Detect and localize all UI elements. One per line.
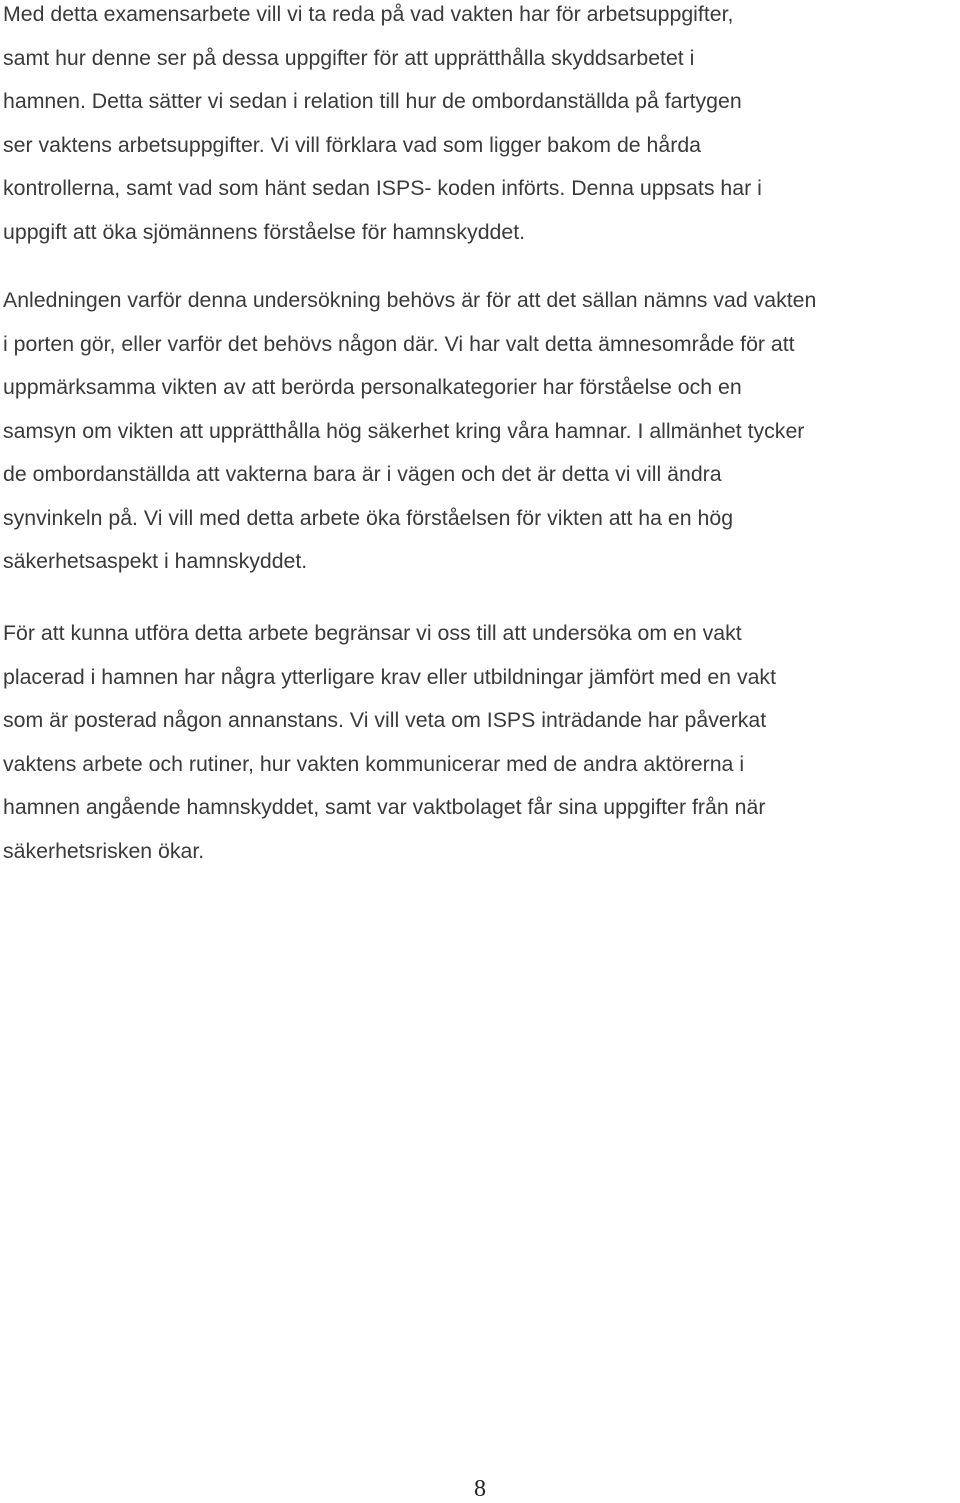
- paragraph-line: samsyn om vikten att upprätthålla hög säkerhet kring våra hamnar. I allmänhet tycker: [3, 418, 805, 443]
- paragraph-line: de ombordanställda att vakterna bara är i vägen och det är detta vi vill ändra: [3, 462, 722, 486]
- paragraph-line: som är posterad någon annanstans. Vi vill veta om ISPS inträdande har påverkat: [3, 708, 767, 732]
- paragraph-1: [3, 2, 960, 263]
- paragraph-line: hamnen. Detta sätter vi sedan i relation till hur de ombordanställda på fartygen: [3, 89, 742, 113]
- paragraph-line: Anledningen varför denna undersökning behövs är för att det sällan nämns vad vakten: [3, 288, 817, 312]
- paragraph-line: säkerhetsaspekt i hamnskyddet.: [3, 549, 308, 573]
- paragraph-line: hamnen angående hamnskyddet, samt var vaktbolaget får sina uppgifter från när: [3, 795, 766, 819]
- paragraph-line: i porten gör, eller varför det behövs någon där. Vi har valt detta ämnesområde för att: [3, 331, 795, 356]
- paragraph-line: kontrollerna, samt vad som hänt sedan ISPS- koden införts. Denna uppsats har i: [3, 176, 762, 200]
- paragraph-line: ser vaktens arbetsuppgifter. Vi vill förklara vad som ligger bakom de hårda: [3, 132, 702, 157]
- paragraph-line: placerad i hamnen har några ytterligare krav eller utbildningar jämfört med en vakt: [3, 664, 777, 689]
- paragraph-line: synvinkeln på. Vi vill med detta arbete öka förståelsen för vikten att ha en hög: [3, 505, 734, 530]
- page-number: 8: [474, 1476, 486, 1502]
- paragraph-line: För att kunna utföra detta arbete begränsar vi oss till att undersöka om en vakt: [3, 621, 742, 645]
- paragraph-line: vaktens arbete och rutiner, hur vakten kommunicerar med de andra aktörerna i: [3, 751, 745, 776]
- paragraph-line: uppmärksamma vikten av att berörda personalkategorier har förståelse och en: [3, 375, 742, 399]
- paragraph-2: [3, 288, 960, 593]
- paragraph-line: Med detta examensarbete vill vi ta reda på vad vakten har för arbetsuppgifter,: [3, 2, 734, 26]
- paragraph-line: uppgift att öka sjömännens förståelse för hamnskyddet.: [3, 219, 526, 244]
- paragraph-line: samt hur denne ser på dessa uppgifter för att upprätthålla skyddsarbetet i: [3, 45, 695, 70]
- paragraph-line: säkerhetsrisken ökar.: [3, 838, 205, 863]
- paragraph-3: [3, 621, 960, 882]
